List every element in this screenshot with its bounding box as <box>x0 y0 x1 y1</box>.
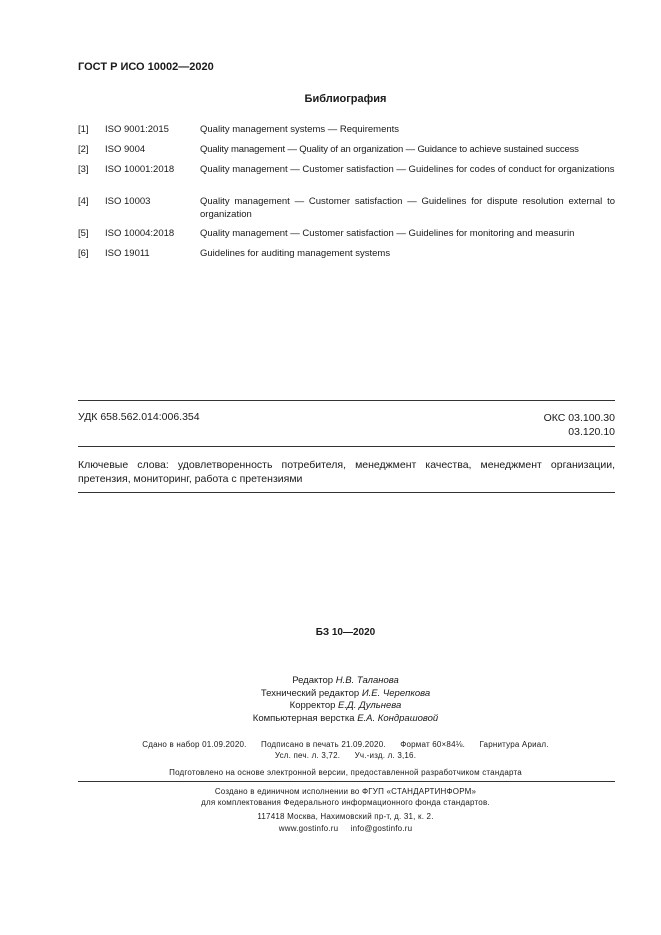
divider-top <box>78 400 615 401</box>
address-block <box>0 811 661 835</box>
bib-number: [3] <box>78 164 89 175</box>
bib-standard: ISO 10003 <box>105 196 151 207</box>
bz-number: БЗ 10—2020 <box>315 627 376 638</box>
layout-label: Компьютерная верстка <box>252 712 355 724</box>
tech-editor-label: Технический редактор <box>260 687 360 699</box>
tech-editor-line <box>30 688 661 701</box>
udk-code: УДК 658.562.014:006.354 <box>78 411 200 423</box>
bib-title: Quality management systems — Requirements <box>200 124 400 135</box>
bibliography-title: Библиография <box>304 93 387 105</box>
divider-footer <box>78 781 615 782</box>
bib-number: [4] <box>78 196 89 207</box>
bib-number: [5] <box>78 228 89 239</box>
publishing-line-1 <box>30 739 661 750</box>
bib-standard: ISO 10001:2018 <box>105 164 175 175</box>
oks-code-2: 03.120.10 <box>568 426 615 438</box>
editor-line <box>30 675 661 688</box>
typeface: Гарнитура Ариал. <box>479 740 549 749</box>
submitted-date: Сдано в набор 01.09.2020. <box>142 740 247 749</box>
credits <box>0 675 661 725</box>
created-line-2: для комплектования Федерального информационного фонда стандартов. <box>201 798 490 807</box>
layout-name: Е.А. Кондрашовой <box>357 712 439 724</box>
publishing-line-2 <box>30 750 661 761</box>
editor-label: Редактор <box>292 675 334 686</box>
divider-middle <box>78 446 615 447</box>
corrector-label: Корректор <box>289 700 336 711</box>
postal-address: 117418 Москва, Нахимовский пр-т, д. 31, к. 2. <box>257 812 434 821</box>
publishing-info <box>0 739 661 761</box>
created-line-1: Создано в единичном исполнении во ФГУП «СТАНДАРТИНФОРМ» <box>214 787 477 796</box>
corrector-name: Е.Д. Дульнева <box>338 700 402 711</box>
bib-number: [1] <box>78 124 89 135</box>
bib-title: Quality management — Customer satisfaction — Guidelines for codes of conduct for organizations <box>200 164 615 175</box>
divider-bottom <box>78 492 615 493</box>
email-link[interactable]: info@gostinfo.ru <box>350 824 413 833</box>
pub-sheets: Уч.-изд. л. 3,16. <box>354 751 417 760</box>
bib-standard: ISO 9001:2015 <box>105 124 169 135</box>
bib-standard: ISO 9004 <box>105 144 146 155</box>
keywords: Ключевые слова: удовлетворенность потребителя, менеджмент качества, менеджмент организации, претензия, мониторинг, работа с претензиями <box>78 459 615 485</box>
bib-number: [2] <box>78 144 89 155</box>
bib-title: Guidelines for auditing management systems <box>200 248 391 259</box>
tech-editor-name: И.Е. Черепкова <box>361 687 431 699</box>
paper-format: Формат 60×84⅛. <box>400 740 466 749</box>
corrector-line <box>30 700 661 713</box>
print-sheets: Усл. печ. л. 3,72. <box>274 751 341 760</box>
bib-standard: ISO 19011 <box>105 248 150 259</box>
oks-codes <box>544 411 615 439</box>
oks-code-1: ОКС 03.100.30 <box>543 412 615 424</box>
bib-title: Quality management — Customer satisfaction — Guidelines for monitoring and measurin <box>200 228 575 239</box>
bib-title: Quality management — Customer satisfaction — Guidelines for dispute resolution external to organization <box>200 196 615 220</box>
website-link[interactable]: www.gostinfo.ru <box>278 824 339 833</box>
signed-date: Подписано в печать 21.09.2020. <box>261 740 386 749</box>
layout-line <box>30 713 661 726</box>
contacts-line <box>30 823 661 835</box>
bib-standard: ISO 10004:2018 <box>105 228 175 239</box>
document-code: ГОСТ Р ИСО 10002—2020 <box>78 61 214 73</box>
created-note <box>0 786 661 808</box>
bib-number: [6] <box>78 248 89 259</box>
prepared-note: Подготовлено на основе электронной версии, предоставленной разработчиком стандарта <box>169 768 522 777</box>
bib-title: Quality management — Quality of an organization — Guidance to achieve sustained success <box>200 144 579 155</box>
editor-name: Н.В. Таланова <box>335 675 399 686</box>
